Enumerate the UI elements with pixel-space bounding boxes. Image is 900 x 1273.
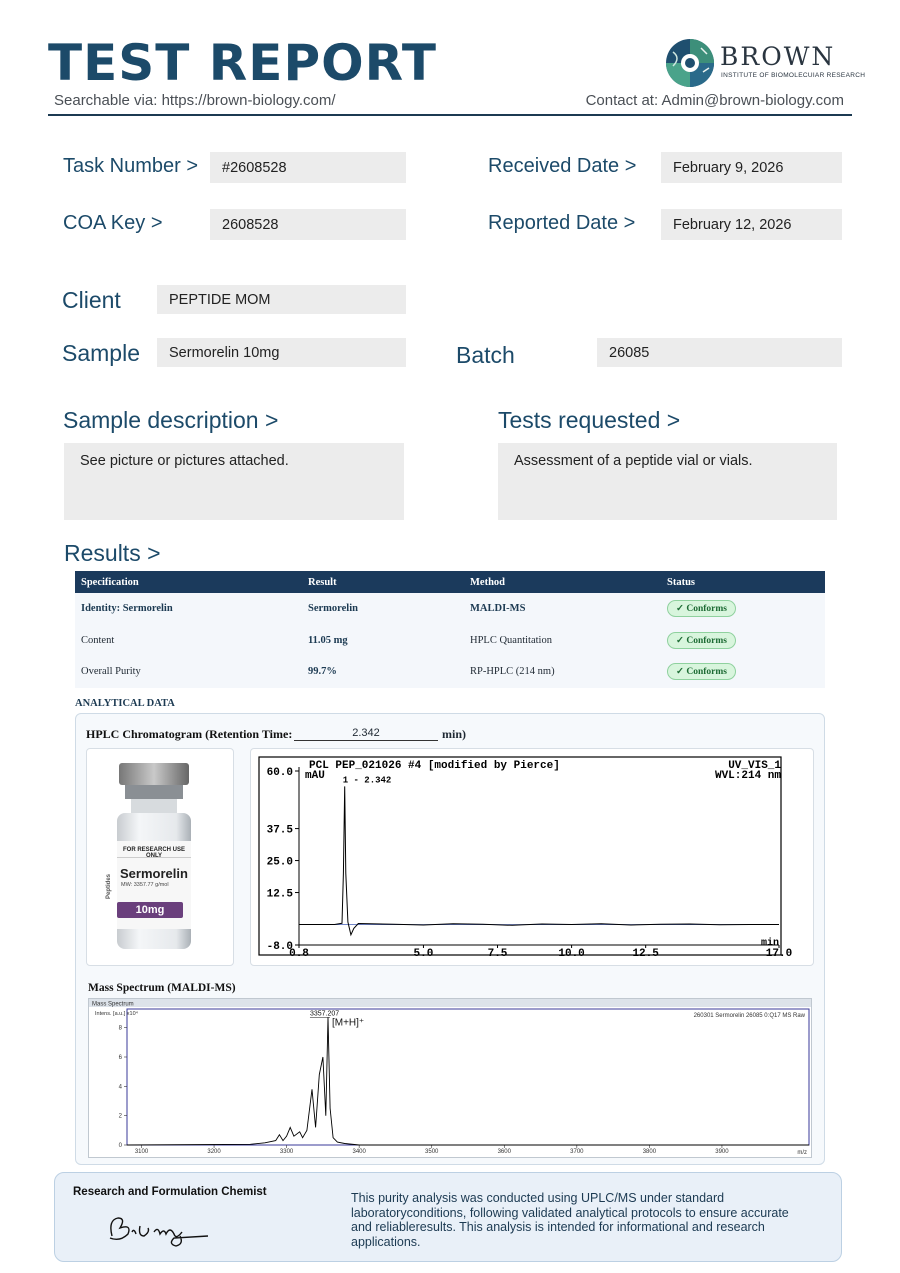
ms-y-tick-label: 0 (118, 1143, 122, 1149)
coa-key-value: 2608528 (210, 209, 406, 240)
coa-key-label: COA Key > (63, 212, 163, 234)
chemist-signature (104, 1210, 214, 1250)
reported-date-value: February 12, 2026 (661, 209, 842, 240)
ms-x-tick-label: 3900 (715, 1149, 729, 1155)
ms-ylabel: Intens. [a.u.] x10⁴ (95, 1011, 139, 1017)
row-result: 99.7% (308, 666, 337, 678)
chart-wavelength: WVL:214 nm (714, 770, 781, 782)
ms-frame (127, 1009, 809, 1145)
chart-channel: UV_VIS_1 (728, 760, 781, 772)
row-method: HPLC Quantitation (470, 634, 552, 646)
ms-x-tick-label: 3500 (425, 1149, 439, 1155)
row-result: 11.05 mg (308, 634, 348, 646)
ms-y-tick-label: 6 (118, 1055, 122, 1061)
vial-top-text: FOR RESEARCH USE ONLY (122, 847, 185, 859)
chromatogram-trace (299, 786, 779, 934)
row-spec: Identity: Sermorelin (81, 603, 173, 615)
sample-description-text: See picture or pictures attached. (64, 443, 404, 520)
chart-xlabel: min (760, 938, 779, 949)
chart-ylabel: mAU (305, 770, 325, 782)
vial-side-text: Peptides (106, 873, 112, 899)
reported-date-label: Reported Date > (488, 212, 636, 234)
conforms-badge: ✓ Conforms (667, 600, 736, 617)
ms-window-title: Mass Spectrum (92, 1001, 134, 1008)
ms-xlabel: m/z (797, 1150, 807, 1156)
y-tick-label: 12.5 (266, 888, 293, 901)
col-specification: Specification (81, 576, 139, 588)
vial-product-name: Sermorelin (120, 866, 188, 881)
ms-peak-value: 3357.207 (309, 1010, 340, 1018)
mass-spectrum-title: Mass Spectrum (MALDI-MS) (88, 982, 236, 994)
logo-wordmark: BROWN (720, 42, 836, 71)
col-status: Status (667, 576, 696, 588)
searchable-url[interactable]: Searchable via: https://brown-biology.com/ (54, 92, 336, 109)
conforms-badge: ✓ Conforms (667, 632, 736, 649)
x-tick-label: 10.0 (558, 948, 585, 960)
ms-x-tick-label: 3200 (207, 1149, 221, 1155)
retention-time-value: 2.342 (294, 727, 438, 741)
mass-spectrum-chart (89, 999, 811, 1157)
chemist-title: Research and Formulation Chemist (73, 1186, 267, 1198)
row-result: Sermorelin (308, 603, 358, 615)
retention-time-unit: min) (442, 727, 466, 741)
table-row (75, 593, 825, 625)
row-spec: Content (81, 634, 115, 646)
col-result: Result (308, 576, 337, 588)
table-row (75, 656, 825, 688)
peak-label: 1 - 2.342 (342, 775, 392, 786)
chart-title: PCL PEP_021026 #4 [modified by Pierce] (309, 760, 560, 772)
analytical-data-title: ANALYTICAL DATA (75, 698, 175, 709)
x-tick-label: 0.8 (289, 948, 309, 960)
col-method: Method (470, 576, 505, 588)
tests-requested-text: Assessment of a peptide vial or vials. (498, 443, 837, 520)
client-label: Client (62, 287, 121, 313)
y-tick-label: 60.0 (266, 767, 293, 779)
sample-description-label: Sample description > (63, 407, 279, 433)
x-tick-label: 7.5 (487, 948, 508, 960)
results-label: Results > (64, 540, 161, 566)
brown-logo-icon (665, 38, 715, 88)
vial-photo (86, 748, 234, 966)
y-tick-label: -8.0 (266, 941, 293, 953)
ms-x-tick-label: 3400 (352, 1149, 366, 1155)
footer-note: This purity analysis was conducted using UPLC/MS under standard laboratoryconditions, following validated analytical protocols to ensure accurate and reliableresults. This analysis is intended for informational and research applications. (351, 1191, 789, 1249)
results-table-header (75, 571, 825, 593)
mass-spectrum-trace (127, 1017, 809, 1145)
report-title: TEST REPORT (48, 34, 437, 92)
y-tick-label: 37.5 (266, 824, 293, 837)
ms-x-tick-label: 3600 (497, 1149, 511, 1155)
ms-x-tick-label: 3300 (279, 1149, 294, 1155)
received-date-value: February 9, 2026 (661, 152, 842, 183)
y-tick-label: 25.0 (266, 856, 293, 869)
hplc-title: HPLC Chromatogram (Retention Time: (86, 727, 293, 741)
task-number-value: #2608528 (210, 152, 406, 183)
sample-label: Sample (62, 340, 140, 366)
mass-spectrum-card (88, 998, 812, 1158)
logo-subtitle: INSTITUTE OF BIOMOLECUIAR RESEARCH (721, 72, 866, 79)
ms-y-tick-label: 4 (118, 1084, 122, 1091)
hplc-chromatogram (251, 749, 813, 965)
row-spec: Overall Purity (81, 666, 141, 678)
client-value: PEPTIDE MOM (157, 285, 406, 314)
ms-y-tick-label: 8 (118, 1025, 122, 1032)
sample-value: Sermorelin 10mg (157, 338, 406, 367)
task-number-label: Task Number > (63, 155, 199, 177)
hplc-chromatogram-card (250, 748, 814, 966)
batch-value: 26085 (597, 338, 842, 367)
tests-requested-label: Tests requested > (498, 407, 681, 433)
row-method: RP-HPLC (214 nm) (470, 666, 555, 678)
x-tick-label: 12.5 (632, 948, 659, 960)
received-date-label: Received Date > (488, 155, 637, 177)
x-tick-label: 5.0 (413, 948, 434, 960)
conforms-badge: ✓ Conforms (667, 663, 736, 680)
header-divider (48, 114, 852, 116)
contact-email[interactable]: Contact at: Admin@brown-biology.com (585, 92, 844, 109)
results-table (75, 571, 825, 688)
batch-label: Batch (456, 342, 515, 368)
ms-titlebar (89, 999, 811, 1007)
row-method: MALDI-MS (470, 603, 526, 615)
vial-dose-badge: 10mg (117, 902, 183, 918)
ms-x-tick-label: 3100 (134, 1149, 149, 1155)
table-row (75, 625, 825, 657)
vial-mw: MW: 3357.77 g/mol (121, 882, 169, 888)
ms-y-tick-label: 2 (118, 1113, 122, 1120)
x-tick-label: 17.0 (765, 948, 793, 960)
ms-x-tick-label: 3800 (642, 1149, 657, 1155)
ms-file-label: 260301 Sermorelin 26085 0:Q17 MS Raw (693, 1013, 805, 1019)
ms-peak-label: [M+H]⁺ (331, 1017, 365, 1029)
ms-x-tick-label: 3700 (570, 1149, 584, 1155)
